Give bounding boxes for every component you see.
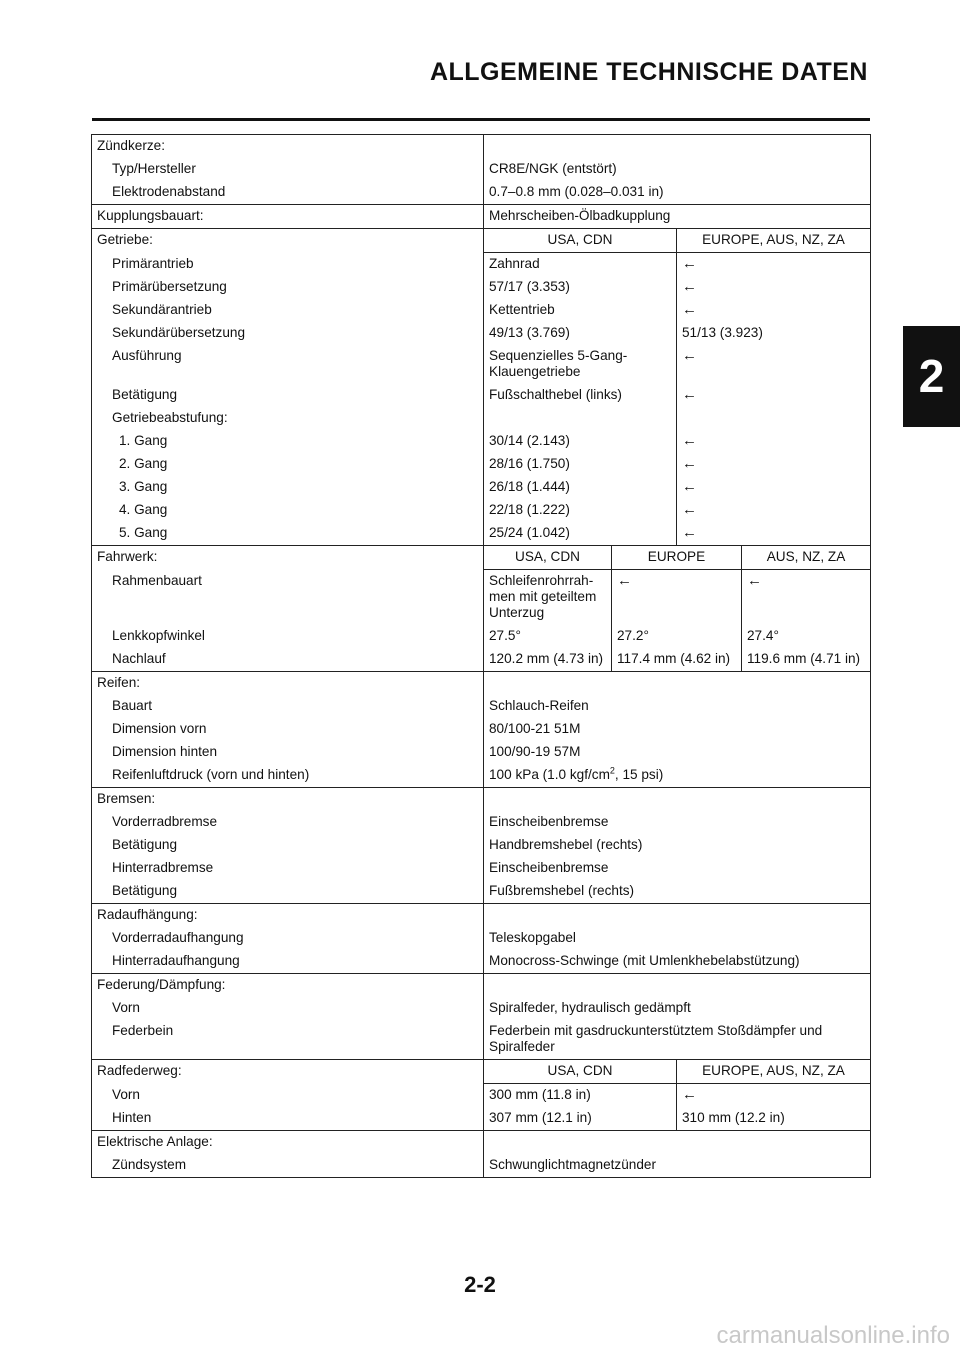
row-label: Getriebeabstufung: (92, 407, 484, 430)
section-federung (92, 974, 871, 1060)
row-value: 307 mm (12.1 in) (484, 1107, 677, 1131)
section-label: Radfederweg: (92, 1060, 484, 1084)
same-as-arrow: ← (682, 347, 697, 364)
row-value: Fußschalthebel (links) (484, 384, 677, 407)
row-value: Schwunglichtmagnetzünder (489, 1157, 657, 1172)
section-label: Getriebe: (92, 229, 484, 253)
row-label: Dimension vorn (92, 718, 484, 741)
row-value: Schlauch-Reifen (489, 698, 589, 713)
chapter-tab: 2 (903, 326, 960, 427)
row-label: Vorn (92, 1084, 484, 1108)
header-rule (92, 118, 870, 121)
section-label: Kupplungsbauart: (92, 205, 484, 229)
row-value: 117.4 mm (4.62 in) (612, 648, 742, 672)
row-value: CR8E/NGK (entstört) (489, 161, 617, 176)
row-label: Zündsystem (92, 1154, 484, 1178)
same-as-arrow: ← (682, 432, 697, 449)
row-label: Betätigung (92, 880, 484, 904)
row-value: 119.6 mm (4.71 in) (747, 651, 861, 666)
section-label: Radaufhängung: (92, 904, 484, 928)
row-label: Vorderradbremse (92, 811, 484, 834)
row-label: Hinterradbremse (92, 857, 484, 880)
row-value: 80/100-21 51M (489, 721, 581, 736)
same-as-arrow: ← (682, 455, 697, 472)
row-label: Lenkkopfwinkel (92, 625, 484, 648)
page-number: 2-2 (464, 1272, 496, 1297)
same-as-arrow: ← (682, 501, 697, 518)
row-value: 57/17 (3.353) (484, 276, 677, 299)
row-value: 300 mm (11.8 in) (484, 1084, 677, 1108)
row-value: 27.2° (612, 625, 742, 648)
row-value: Handbremshebel (rechts) (489, 837, 643, 852)
section-label: Federung/Dämpfung: (92, 974, 484, 998)
row-value: Mehrscheiben-Ölbadkupplung (489, 208, 671, 223)
section-reifen (92, 672, 871, 788)
row-label: Dimension hinten (92, 741, 484, 764)
row-value: Zahnrad (484, 253, 677, 277)
row-label: 1. Gang (92, 430, 484, 453)
row-label: Nachlauf (92, 648, 484, 672)
same-as-arrow: ← (612, 570, 742, 626)
same-as-arrow: ← (682, 386, 697, 403)
row-value: Monocross-Schwinge (mit Umlenkhebelabstützung) (489, 953, 800, 968)
same-as-arrow: ← (682, 1086, 697, 1103)
row-label: 2. Gang (92, 453, 484, 476)
page-title: ALLGEMEINE TECHNISCHE DATEN (429, 58, 868, 86)
same-as-arrow: ← (682, 524, 697, 541)
row-value: Sequenzielles 5-Gang-Klauengetriebe (484, 345, 677, 384)
spec-table (91, 134, 871, 1178)
row-label: Reifenluftdruck (vorn und hinten) (92, 764, 484, 788)
row-label: Bauart (92, 695, 484, 718)
column-header: USA, CDN (484, 1060, 677, 1084)
row-value: Einscheibenbremse (489, 860, 609, 875)
row-value: 30/14 (2.143) (484, 430, 677, 453)
row-label: Federbein (92, 1020, 484, 1060)
section-fahrwerk (92, 546, 871, 672)
row-label: Rahmenbauart (92, 570, 484, 626)
row-label: Sekundärantrieb (92, 299, 484, 322)
same-as-arrow: ← (747, 572, 762, 589)
same-as-arrow: ← (682, 301, 697, 318)
section-elektrik (92, 1131, 871, 1178)
column-header: USA, CDN (484, 229, 677, 253)
section-getriebe (92, 229, 871, 546)
row-value: 27.5° (484, 625, 612, 648)
row-label: Typ/Hersteller (92, 158, 484, 181)
row-label: 5. Gang (92, 522, 484, 546)
section-zuendkerze (92, 135, 871, 205)
row-value: Federbein mit gasdruckunterstütztem Stoßdämpfer und Spiralfeder (489, 1023, 823, 1054)
same-as-arrow: ← (682, 478, 697, 495)
same-as-arrow: ← (682, 255, 697, 272)
row-value: 310 mm (12.2 in) (682, 1110, 785, 1125)
row-value: 51/13 (3.923) (682, 325, 763, 340)
section-label: Fahrwerk: (92, 546, 484, 570)
row-label: Vorn (92, 997, 484, 1020)
row-label: Ausführung (92, 345, 484, 384)
row-value: 100/90-19 57M (489, 744, 581, 759)
pressure-text-end: , 15 psi) (614, 767, 664, 782)
pressure-text: 100 kPa (1.0 kgf/cm (489, 767, 610, 782)
pressure-exponent: 2 (609, 765, 615, 776)
column-header: EUROPE (612, 546, 742, 570)
row-value: 25/24 (1.042) (484, 522, 677, 546)
section-label: Zündkerze: (92, 135, 484, 159)
section-radaufhaengung (92, 904, 871, 974)
column-header: EUROPE, AUS, NZ, ZA (677, 229, 871, 253)
row-label: Primärübersetzung (92, 276, 484, 299)
section-bremsen (92, 788, 871, 904)
row-label: 3. Gang (92, 476, 484, 499)
row-label: 4. Gang (92, 499, 484, 522)
row-value: Einscheibenbremse (489, 814, 609, 829)
row-label: Betätigung (92, 384, 484, 407)
row-label: Primärantrieb (92, 253, 484, 277)
row-value: Teleskopgabel (489, 930, 576, 945)
section-label: Bremsen: (92, 788, 484, 812)
row-value: 26/18 (1.444) (484, 476, 677, 499)
row-value: Schleifenrohrrah-men mit geteiltem Unterzug (484, 570, 612, 626)
same-as-arrow: ← (682, 278, 697, 295)
row-value: 22/18 (1.222) (484, 499, 677, 522)
row-value: 49/13 (3.769) (484, 322, 677, 345)
watermark: carmanualsonline.info (716, 1322, 950, 1349)
section-label: Reifen: (92, 672, 484, 696)
column-header: EUROPE, AUS, NZ, ZA (677, 1060, 871, 1084)
row-label: Vorderradaufhangung (92, 927, 484, 950)
row-value: 120.2 mm (4.73 in) (484, 648, 612, 672)
row-label: Sekundärübersetzung (92, 322, 484, 345)
row-label: Hinterradaufhangung (92, 950, 484, 974)
section-label: Elektrische Anlage: (92, 1131, 484, 1155)
row-label: Hinten (92, 1107, 484, 1131)
row-value: 27.4° (747, 628, 779, 643)
column-header: USA, CDN (484, 546, 612, 570)
row-value: Spiralfeder, hydraulisch gedämpft (489, 1000, 691, 1015)
row-label: Betätigung (92, 834, 484, 857)
row-value: 28/16 (1.750) (484, 453, 677, 476)
section-radfederweg (92, 1060, 871, 1131)
column-header: AUS, NZ, ZA (742, 546, 871, 570)
row-value: Kettentrieb (484, 299, 677, 322)
row-value: Fußbremshebel (rechts) (489, 883, 635, 898)
row-value: 0.7–0.8 mm (0.028–0.031 in) (489, 184, 664, 199)
row-value (484, 764, 871, 788)
section-kupplung (92, 205, 871, 229)
row-label: Elektrodenabstand (92, 181, 484, 205)
